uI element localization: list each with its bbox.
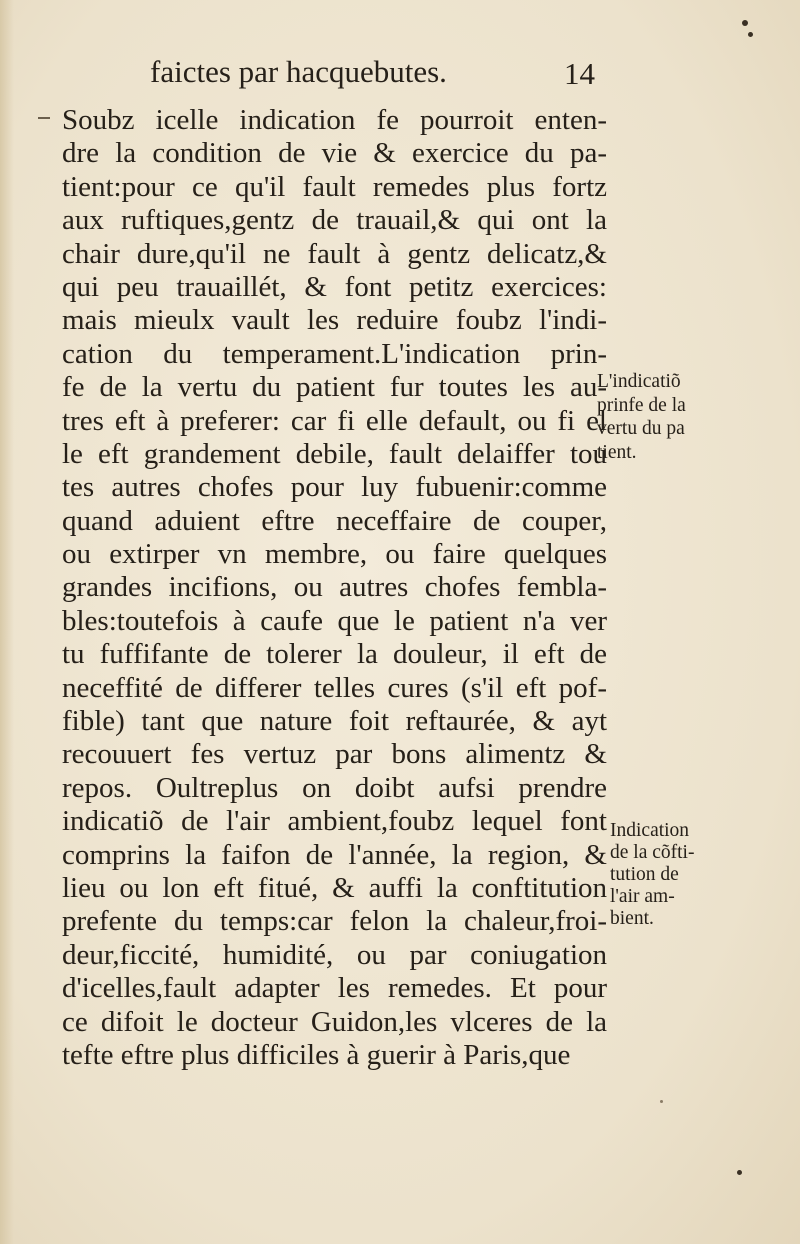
margin-note-line: vertu du pa [597,418,685,439]
text-line: grandes incifions, ou autres chofes fembla- [62,571,607,604]
text-line: tient:pour ce qu'il fault remedes plus fortz [62,170,607,203]
ink-speck [742,20,748,26]
margin-note-line: l'air am- [610,886,675,907]
text-line: tu fuffifante de tolerer la douleur, il eft de [62,638,607,671]
margin-note-line: de la cõfti- [610,842,695,863]
page-number: 14 [564,56,595,91]
text-line: deur,ficcité, humidité, ou par coniugation [62,938,607,971]
text-line: indicatiõ de l'air ambient,foubz lequel font [62,805,607,838]
body-text [62,104,607,1072]
text-line: qui peu trauaillét, & font petitz exercices: [62,270,607,303]
text-line: dre la condition de vie & exercice du pa- [62,137,607,170]
text-line: quand aduient eftre neceffaire de couper, [62,504,607,537]
text-line: prefente du temps:car felon la chaleur,froi- [62,905,607,938]
running-head-title: faictes par hacquebutes. [150,54,447,89]
text-line: lieu ou lon eft fitué, & auffi la conftitution [62,871,607,904]
text-line: comprins la faifon de l'année, la region, & [62,838,607,871]
text-line: tefte eftre plus difficiles à guerir à Paris,que [62,1038,571,1071]
ink-mark [38,117,50,119]
margin-note-line: tution de [610,864,679,885]
text-line: fe de la vertu du patient fur toutes les au- [62,371,607,404]
text-line: le eft grandement debile, fault delaiffer tou [62,437,607,470]
text-line: neceffité de differer telles cures (s'il eft pof- [62,671,607,704]
margin-note-line: L'indicatiõ [597,371,681,392]
text-line: chair dure,qu'il ne fault à gentz delicatz,& [62,237,607,270]
text-line: fible) tant que nature foit reftaurée, & ayt [62,705,607,738]
running-head [150,52,595,92]
text-line: d'icelles,fault adapter les remedes. Et pour [62,972,607,1005]
text-line: ce difoit le docteur Guidon,les vlceres de la [62,1005,607,1038]
ink-speck [748,32,753,37]
text-line: aux ruftiques,gentz de trauail,& qui ont la [62,204,607,237]
margin-note-line: bient. [610,908,654,929]
text-line: ou extirper vn membre, ou faire quelques [62,538,607,571]
text-line: recouuert fes vertuz par bons alimentz & [62,738,607,771]
text-line: tes autres chofes pour luy fubuenir:comme [62,471,607,504]
margin-note-line: prinfe de la [597,394,686,416]
ink-speck [737,1170,742,1175]
text-line: tres eft à preferer: car fi elle default, ou fi el [62,404,607,437]
text-line: mais mieulx vault les reduire foubz l'indi- [62,304,607,337]
text-line: cation du temperament.L'indication prin- [62,337,607,370]
text-line: bles:toutefois à caufe que le patient n'a ver [62,604,607,637]
margin-note-line: tient. [597,441,637,463]
text-line: repos. Oultreplus on doibt aufsi prendre [62,771,607,804]
margin-note-line: Indication [610,820,690,841]
text-line: Soubz icelle indication fe pourroit enten- [62,104,607,136]
page-edge-shadow [0,0,14,1244]
margin-note-air [610,820,760,930]
ink-speck [660,1100,663,1103]
margin-note-vertu [597,370,747,464]
